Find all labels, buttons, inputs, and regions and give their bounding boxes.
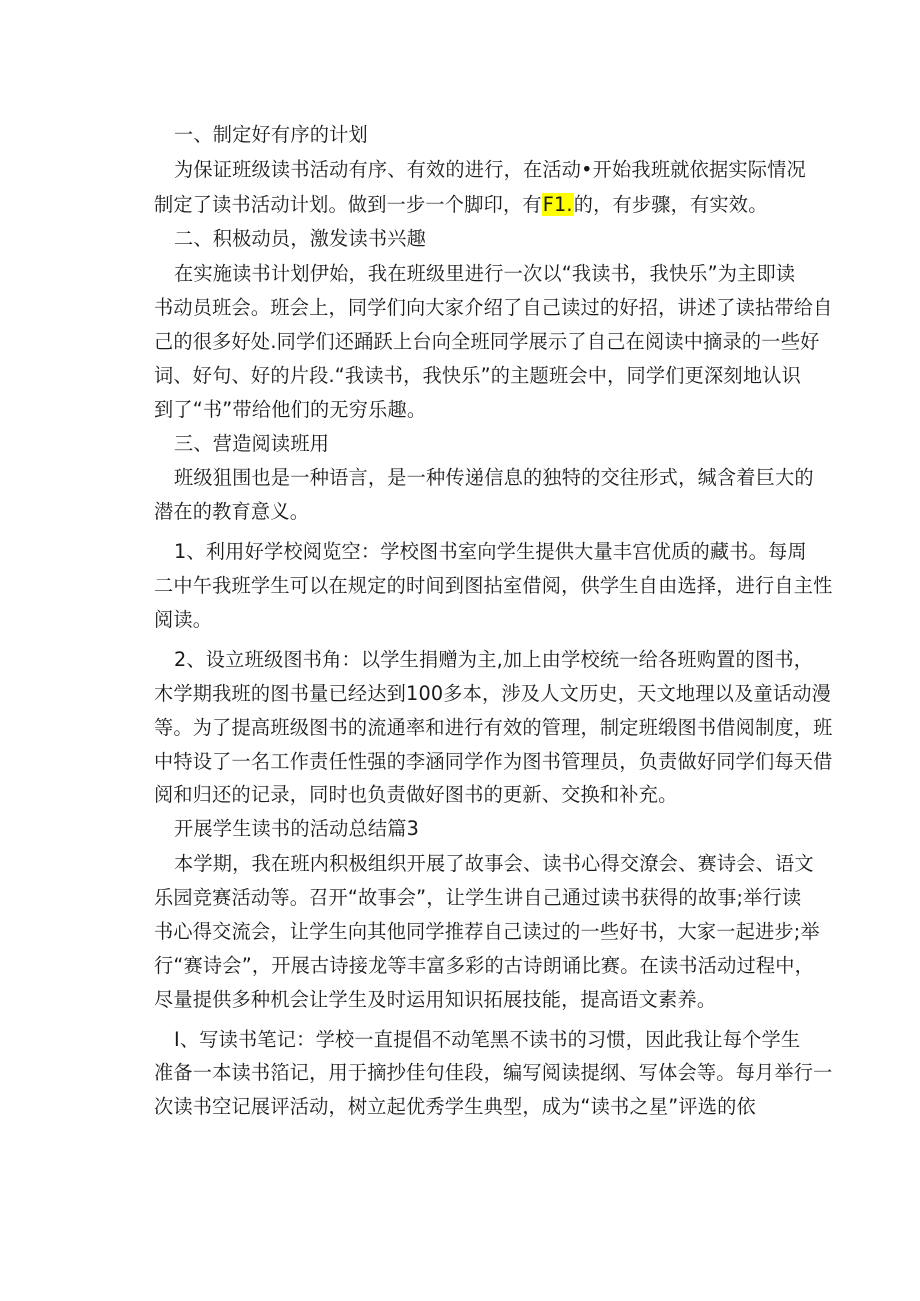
text-line: 乐园竞赛活动等。召开“故事会”，让学生讲自己通过读书获得的故事;举行读	[154, 886, 802, 910]
paragraph-reading-notes	[154, 1023, 833, 1125]
text-line: 三、营造阅读班用	[174, 431, 330, 455]
section-heading-2	[174, 222, 784, 257]
text-line: 木学期我班的图书量已经达到100多本，涉及人文历史，天文地理以及童话动漫	[154, 681, 832, 705]
text-line: 阅读。	[154, 608, 213, 631]
text-line: 阅和归还的记录，同时也负责做好图书的更新、交换和补充。	[154, 783, 678, 807]
text-line: 等。为了提高班级图书的流通率和进行有效的管理，制定班缎图书借阅制度，班	[154, 715, 833, 739]
text-line: 准备一本读书箔记，用于摘抄佳句佳段，编写阅读提纲、写体会等。每月举行一	[154, 1061, 833, 1085]
text-line: 己的很多好处.同学们还踊跃上台向全班同学展示了自己在阅读中摘录的一些好	[154, 329, 820, 353]
text-line: 班级狙围也是一种语言，是一种传递信息的独特的交往形式，缄含着巨大的	[174, 466, 814, 490]
text-line: 二、积极动员，激发读书兴趣	[174, 227, 427, 251]
text-line: I、写读书笔记：学校一直提倡不动笔黑不读书的习惯，因此我让每个学生	[174, 1027, 801, 1051]
section-heading-4	[174, 812, 784, 847]
text-line: 书心得交流会，让学生向其他同学推荐自己读过的一些好书，大家一起进步;举	[154, 919, 820, 943]
section-heading-3	[174, 427, 784, 462]
highlighted-text: F1.	[542, 192, 573, 216]
text-line: 一、制定好有序的计划	[174, 123, 368, 146]
text-line: 本学期，我在班内积极组织开展了故事会、读书心得交潦会、赛诗会、语文	[174, 852, 814, 876]
text-line: 中特设了一名工作责任性强的李涵同学作为图书管理员，负责做好同学们每天借	[154, 749, 833, 773]
paragraph-atmosphere	[154, 461, 814, 529]
document-body	[154, 118, 833, 1124]
text-segment: 制定了读书活动计划。做到一步一个脚印，有	[154, 192, 542, 216]
text-line: 行“赛诗会”，开展古诗接龙等丰富多彩的古诗朗诵比赛。在读书活动过程中，	[154, 953, 815, 977]
text-line: 开展学生读书的活动总结篇3	[174, 817, 420, 841]
text-segment: 的，有步骤，有实效。	[573, 192, 768, 216]
text-line: 词、好句、好的片段.“我读书，我快乐”的主题班会中，同学们更深刻地认识	[154, 363, 801, 387]
text-line: 2、设立班级图书角：以学生捐赠为主,加上由学校统一给各班购置的图书，	[174, 647, 814, 671]
text-line: 次读书空记展评活动，树立起优秀学生典型，成为“读书之星”评选的依	[154, 1095, 756, 1119]
paragraph-plan	[154, 153, 806, 223]
text-line: 书动员班会。班会上，同学们向大家介绍了自己读过的好招，讲述了读拈带给自	[154, 296, 833, 320]
paragraph-reading-room	[154, 535, 833, 637]
text-line: 1、利用好学校阅览空：学校图书室向学生提供大量丰宫优质的藏书。每周	[174, 540, 807, 564]
text-line: 为保证班级读书活动有序、有效的进行，在活动•开始我班就依据实际情况	[174, 157, 806, 181]
section-heading-1	[174, 118, 784, 153]
paragraph-book-corner	[154, 643, 833, 812]
text-line: 潜在的教育意义。	[154, 500, 310, 524]
text-line: 到了“书”带给他们的无穷乐趣。	[154, 397, 427, 421]
text-line: 在实施读书计划伊始，我在班级里进行一次以“我读书，我快乐”为主即读	[174, 262, 796, 286]
paragraph-mobilize	[154, 257, 833, 426]
text-line: 尽量提供多种机会让学生及时运用知识拓展技能，提高语文素养。	[154, 987, 717, 1011]
text-line: 二中午我班学生可以在规定的时间到图拈室借阅，供学生自由选择，进行自主性	[154, 574, 833, 598]
text-line-with-highlight	[154, 188, 784, 223]
paragraph-semester-summary	[154, 847, 820, 1016]
